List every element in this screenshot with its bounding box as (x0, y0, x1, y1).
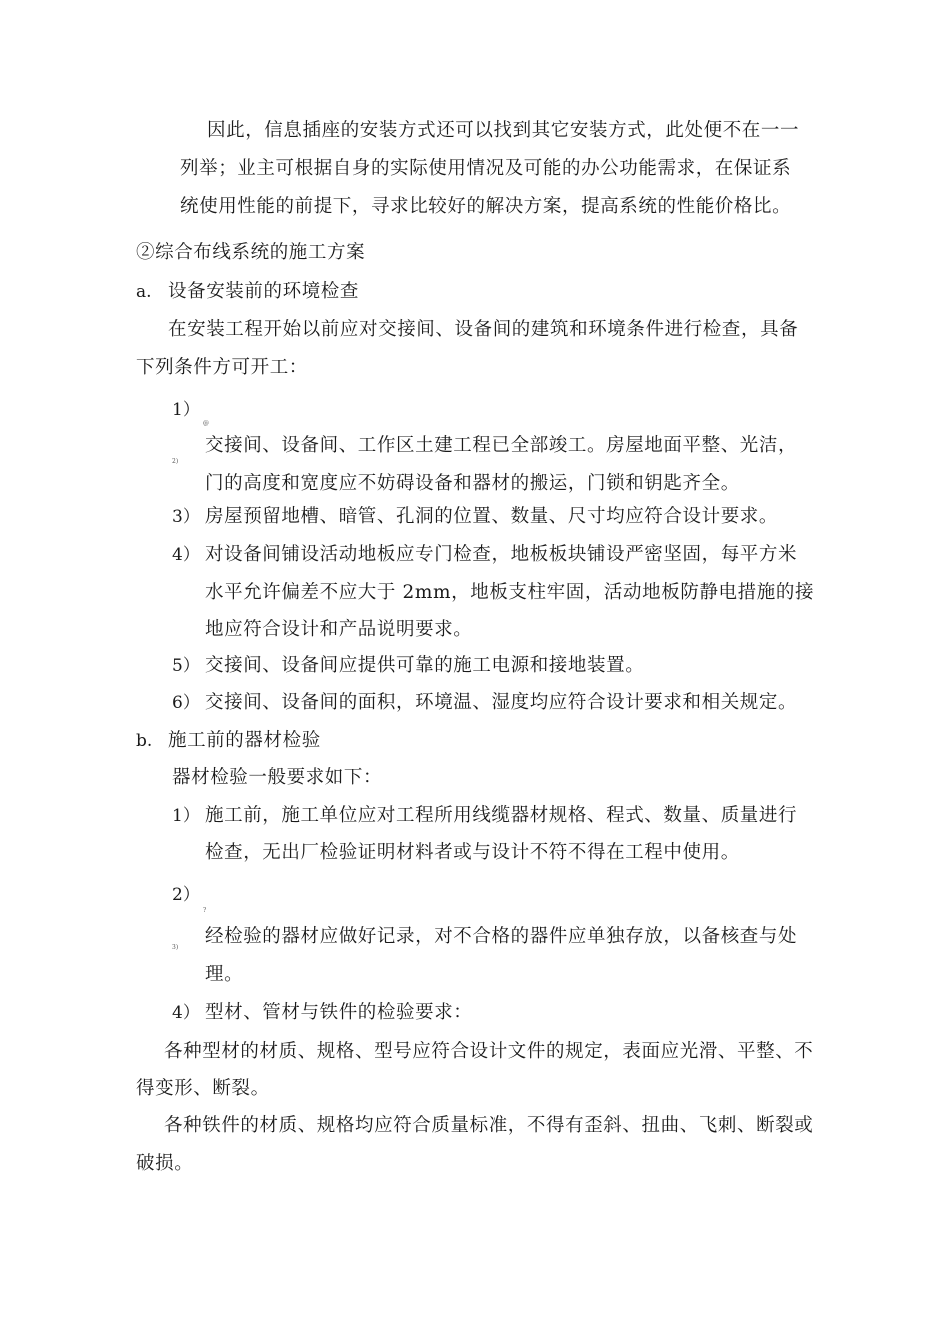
part-a-item-5-line-1: 交接间、设备间应提供可靠的施工电源和接地装置。 (205, 655, 645, 676)
part-a-item-2-line-2: 门的高度和宽度应不妨碍设备和器材的搬运，门锁和钥匙齐全。 (205, 473, 740, 494)
part-a-item-3-number: 3） (172, 507, 200, 527)
part-a-item-4-line-3: 地应符合设计和产品说明要求。 (205, 619, 473, 640)
part-a-item-2-number: 2) (172, 458, 179, 465)
part-a-para-line-2: 下列条件方可开工： (136, 357, 308, 378)
part-b-item-3-number: 3) (172, 944, 179, 951)
part-b-item-1-number: 1） (172, 806, 200, 826)
part-b-para-2-line-2: 破损。 (136, 1153, 194, 1174)
part-b-para-2-line-1: 各种铁件的材质、规格均应符合质量标准，不得有歪斜、扭曲、飞刺、断裂或 (164, 1115, 814, 1136)
part-a-item-6-line-1: 交接间、设备间的面积，环境温、湿度均应符合设计要求和相关规定。 (205, 692, 798, 713)
part-a-item-6-number: 6） (172, 693, 200, 713)
part-a-item-1-mark: @ (203, 420, 209, 427)
section-heading: ②综合布线系统的施工方案 (136, 242, 366, 263)
part-b-item-4-line-1: 型材、管材与铁件的检验要求： (205, 1002, 473, 1023)
part-a-item-1-number: 1） (172, 400, 200, 420)
intro-line-2: 列举；业主可根据自身的实际使用情况及可能的办公功能需求，在保证系 (180, 158, 792, 179)
part-b-intro: 器材检验一般要求如下： (172, 767, 383, 788)
part-b-para-1-line-1: 各种型材的材质、规格、型号应符合设计文件的规定，表面应光滑、平整、不 (164, 1041, 814, 1062)
part-b-item-3-line-1: 经检验的器材应做好记录，对不合格的器件应单独存放，以备核查与处 (205, 926, 798, 947)
part-a-item-4-line-2: 水平允许偏差不应大于 2mm，地板支柱牢固，活动地板防静电措施的接 (205, 582, 815, 603)
part-b-marker: b. (136, 731, 153, 751)
part-a-item-3-line-1: 房屋预留地槽、暗管、孔洞的位置、数量、尺寸均应符合设计要求。 (205, 506, 779, 527)
part-a-item-2-line-1: 交接间、设备间、工作区土建工程已全部竣工。房屋地面平整、光洁， (205, 435, 798, 456)
part-b-item-4-number: 4） (172, 1003, 200, 1023)
part-b-item-1-line-2: 检查，无出厂检验证明材料者或与设计不符不得在工程中使用。 (205, 842, 740, 863)
part-b-title: 施工前的器材检验 (168, 730, 321, 751)
part-a-item-4-number: 4） (172, 545, 200, 565)
part-a-marker: a. (136, 282, 152, 302)
intro-line-3: 统使用性能的前提下，寻求比较好的解决方案，提高系统的性能价格比。 (180, 196, 792, 217)
part-a-title: 设备安装前的环境检查 (168, 281, 360, 302)
intro-line-1: 因此，信息插座的安装方式还可以找到其它安装方式，此处便不在一一 (207, 120, 800, 141)
part-b-item-1-line-1: 施工前，施工单位应对工程所用线缆器材规格、程式、数量、质量进行 (205, 805, 798, 826)
part-a-para-line-1: 在安装工程开始以前应对交接间、设备间的建筑和环境条件进行检查，具备 (168, 319, 799, 340)
part-a-item-5-number: 5） (172, 656, 200, 676)
part-b-item-3-line-2: 理。 (205, 964, 244, 985)
part-b-item-2-number: 2） (172, 885, 200, 905)
part-a-item-4-line-1: 对设备间铺设活动地板应专门检查，地板板块铺设严密坚固，每平方米 (205, 544, 798, 565)
part-b-item-2-mark: ? (203, 907, 207, 914)
part-b-para-1-line-2: 得变形、断裂。 (136, 1078, 270, 1099)
